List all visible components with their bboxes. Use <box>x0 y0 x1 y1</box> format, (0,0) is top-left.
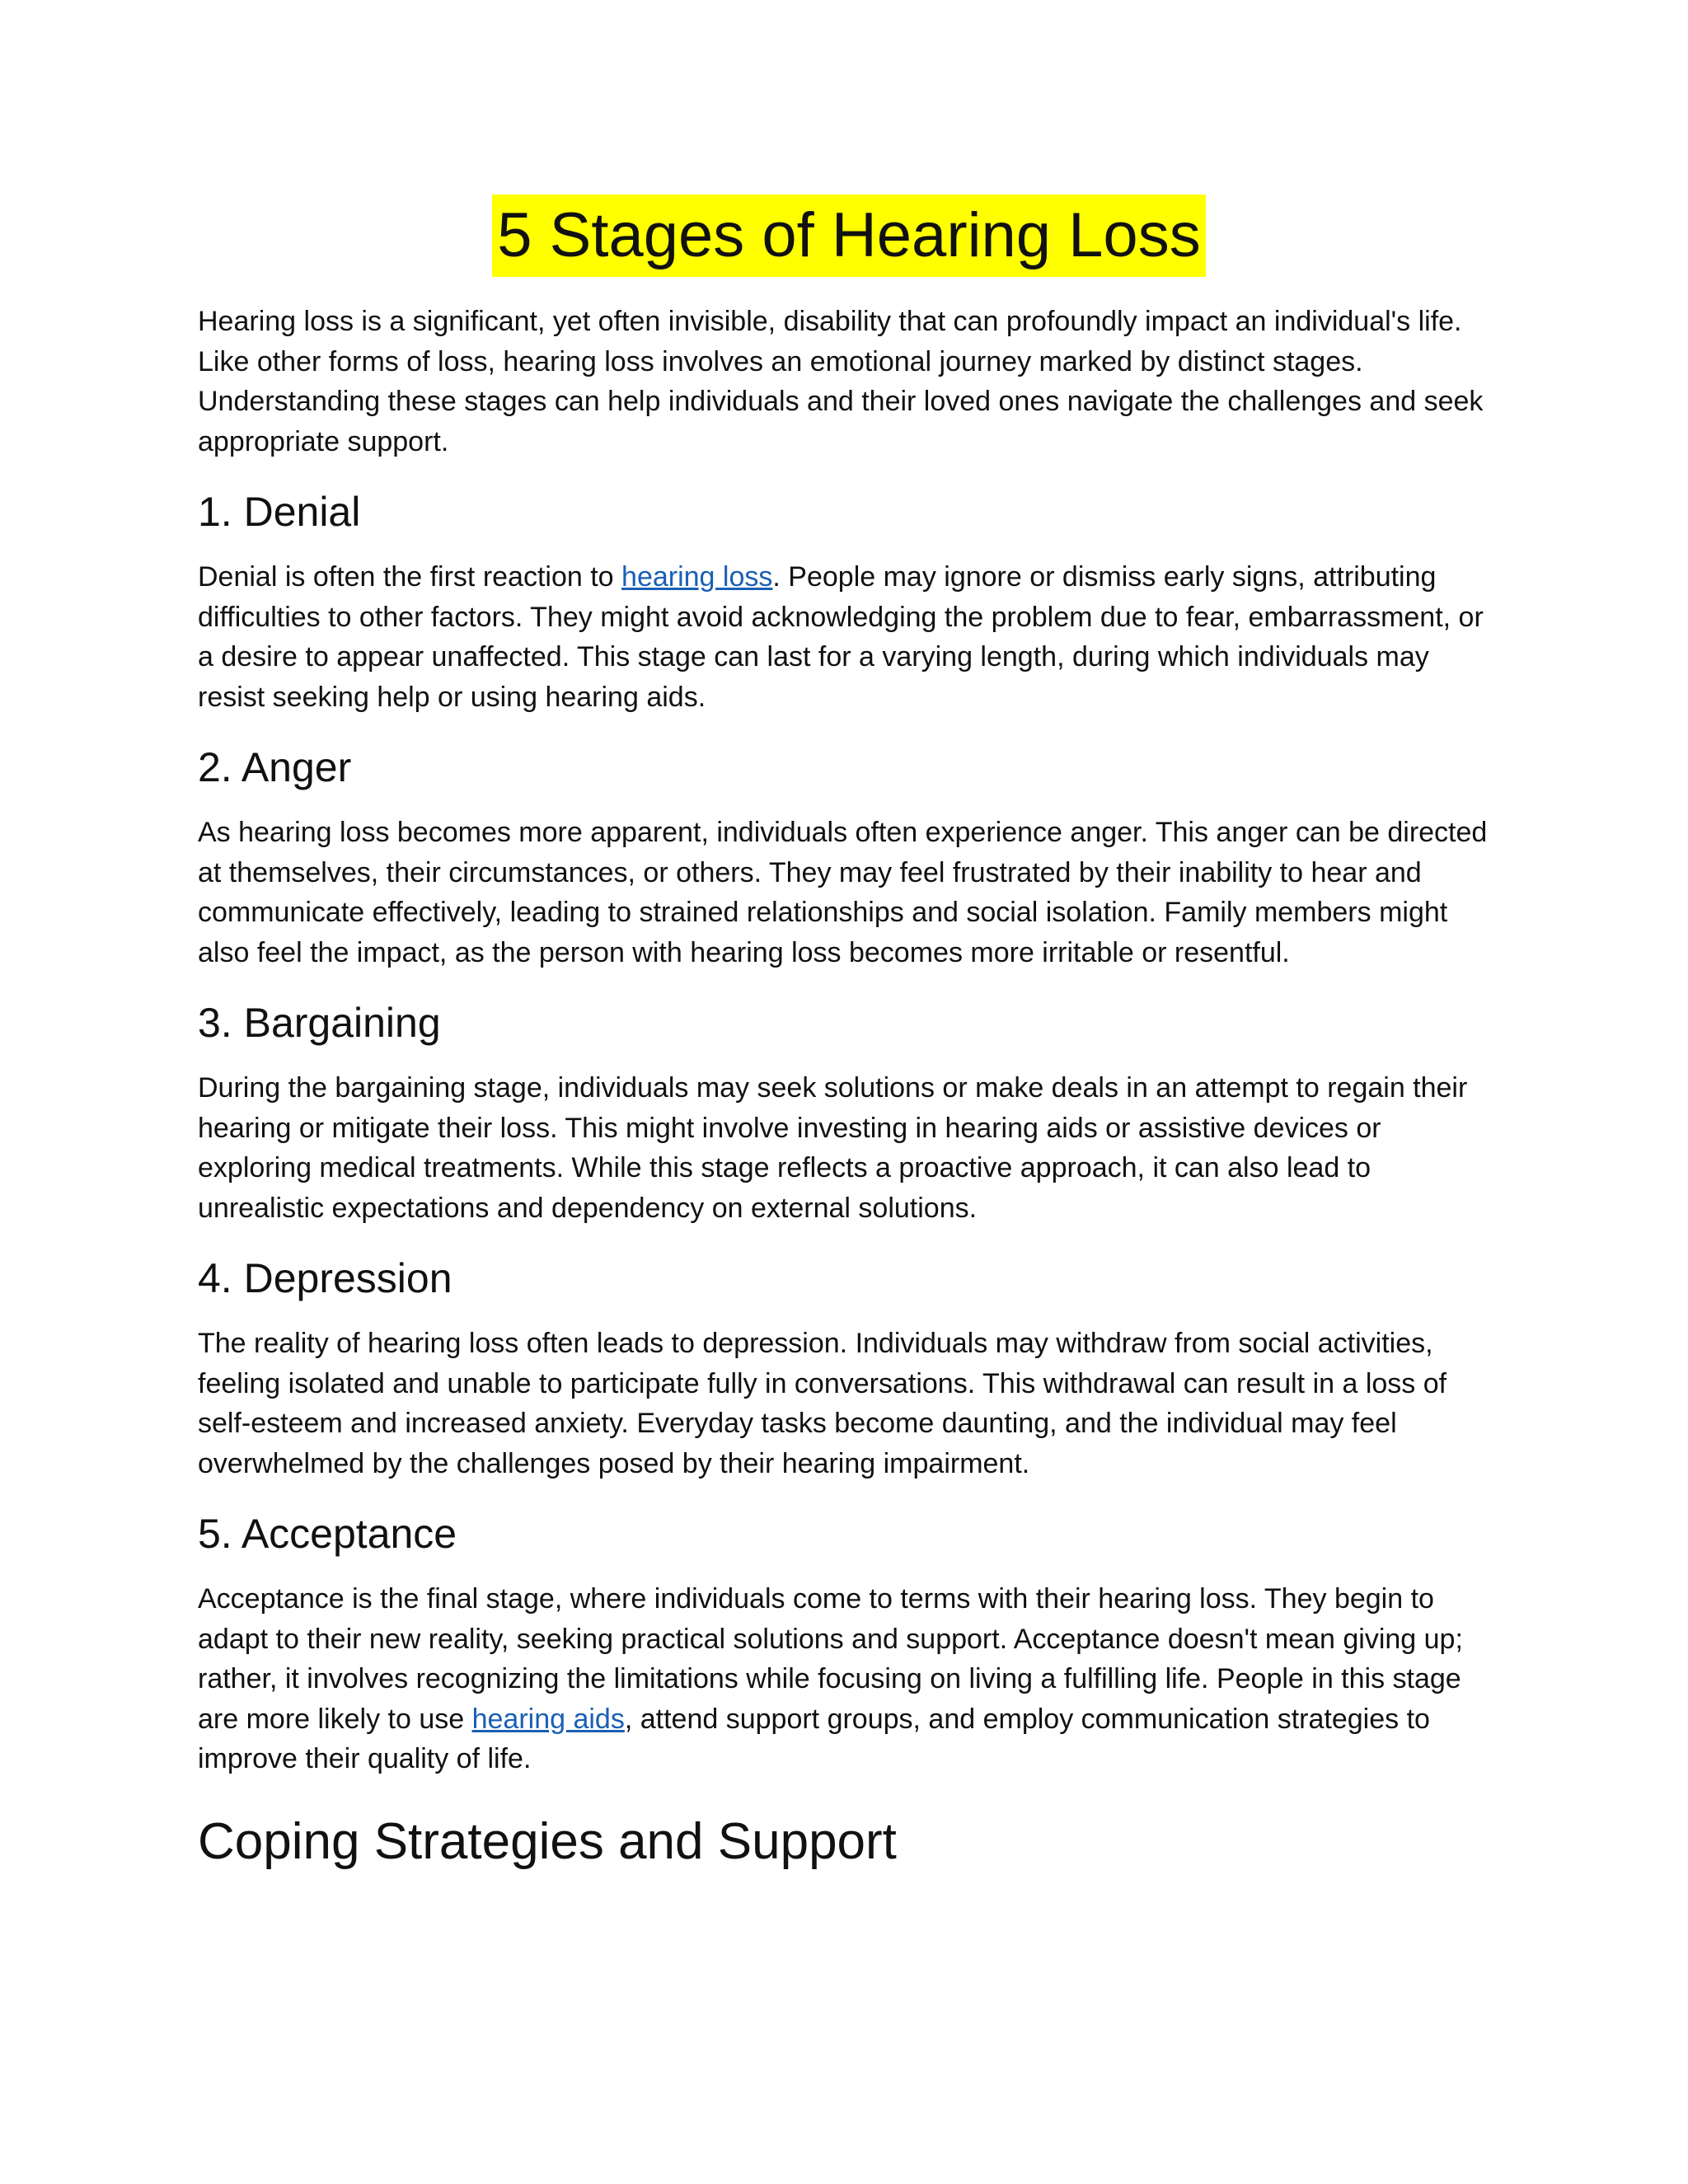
denial-text-after-link: . People may ignore or dismiss early signs, attributing difficulties to other factors. They might avoid acknowledging the problem due to fear, embarrassment, or a desire to appear unaffected. This stage can last for a varying length, during which individuals may resist seeking help or using hearing aids. <box>198 561 1484 713</box>
acceptance-text-before-link: Acceptance is the final stage, where individuals come to terms with their hearing loss. They begin to adapt to their new reality, seeking practical solutions and support. Acceptance doesn't mean giving up; rather, it involves recognizing the limitations while focusing on living a fulfilling life. People in this stage are more likely to use <box>198 1583 1463 1735</box>
stage-paragraph-bargaining: During the bargaining stage, individuals may seek solutions or make deals in an attempt to regain their hearing or mitigate their loss. This might involve investing in hearing aids or assistive devices or exploring medical treatments. While this stage reflects a proactive approach, it can also lead to unrealistic expectations and dependency on external solutions. <box>198 1072 1468 1224</box>
document-page <box>198 194 1500 1877</box>
stage-paragraph-denial <box>198 557 1500 717</box>
intro-paragraph: Hearing loss is a significant, yet often invisible, disability that can profoundly impact an individual's life. Like other forms of loss, hearing loss involves an emotional journey marked by distinct stages. Understanding these stages can help individuals and their loved ones navigate the challenges and seek appropriate support. <box>198 306 1484 457</box>
page-title: 5 Stages of Hearing Loss <box>492 194 1205 277</box>
stage-paragraph-acceptance <box>198 1579 1500 1779</box>
stage-paragraph-anger: As hearing loss becomes more apparent, individuals often experience anger. This anger can be directed at themselves, their circumstances, or others. They may feel frustrated by their inability to hear and communicate effectively, leading to strained relationships and social isolation. Family members might also feel the impact, as the person with hearing loss becomes more irritable or resentful. <box>198 817 1488 968</box>
denial-text-before-link: Denial is often the first reaction to <box>198 561 622 593</box>
stage-heading-bargaining: 3. Bargaining <box>198 1000 441 1046</box>
section-heading-coping: Coping Strategies and Support <box>198 1812 897 1870</box>
hearing-aids-link[interactable]: hearing aids <box>471 1703 625 1735</box>
hearing-loss-link[interactable]: hearing loss <box>621 561 773 593</box>
title-wrap <box>198 194 1500 277</box>
stage-heading-anger: 2. Anger <box>198 744 352 790</box>
acceptance-text-after-link: , attend support groups, and employ communication strategies to improve their quality of life. <box>198 1703 1430 1774</box>
stage-heading-acceptance: 5. Acceptance <box>198 1511 457 1557</box>
stage-paragraph-depression: The reality of hearing loss often leads to depression. Individuals may withdraw from social activities, feeling isolated and unable to participate fully in conversations. This withdrawal can result in a loss of self-esteem and increased anxiety. Everyday tasks become daunting, and the individual may feel overwhelmed by the challenges posed by their hearing impairment. <box>198 1328 1447 1479</box>
stage-heading-denial: 1. Denial <box>198 489 361 535</box>
stage-heading-depression: 4. Depression <box>198 1255 452 1301</box>
